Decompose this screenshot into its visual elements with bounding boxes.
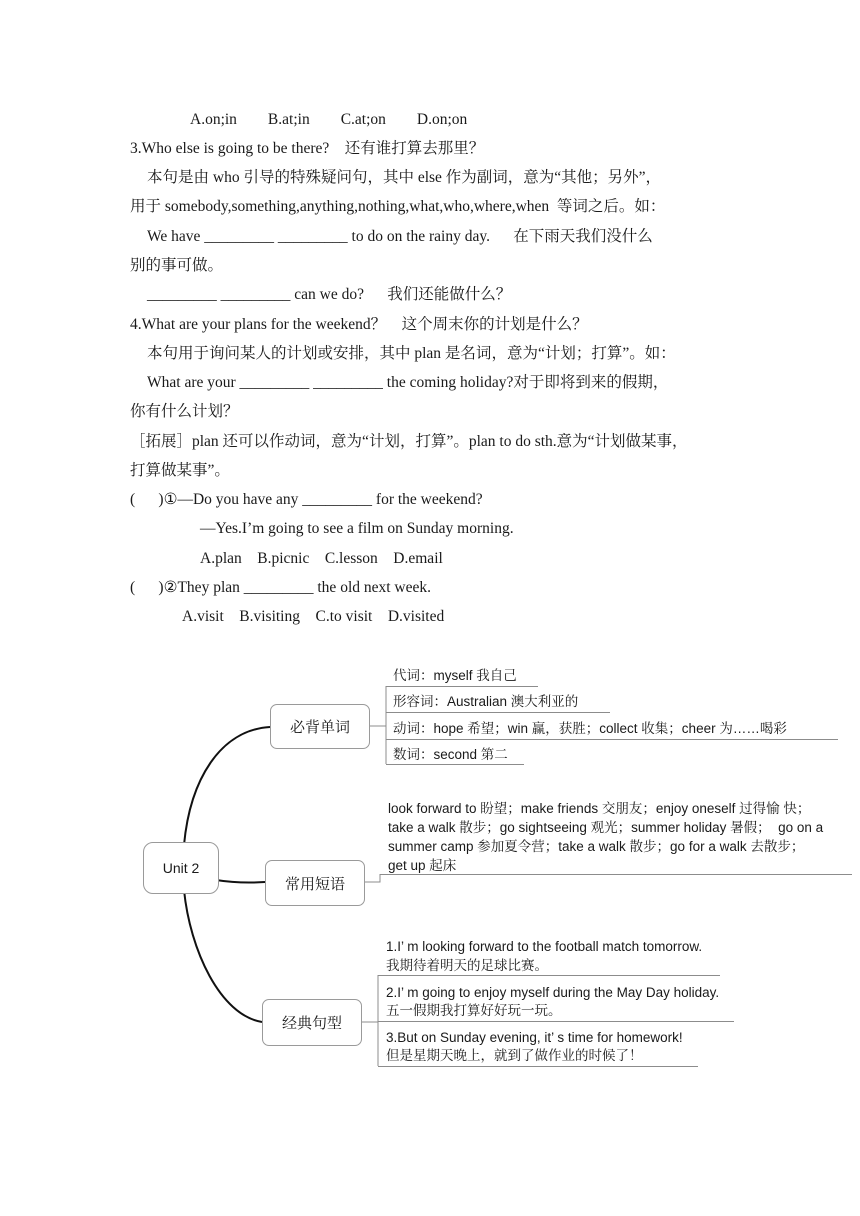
example-line: 别的事可做。 [130, 257, 224, 274]
example-line: 你有什么计划？ [130, 403, 239, 420]
sentence-zh: 我期待着明天的足球比赛。 [386, 958, 548, 973]
branch-label: 经典句型 [281, 1014, 342, 1032]
sentence-zh: 五一假期我打算好好玩一玩。 [386, 1003, 562, 1018]
phrase-line: get up 起床 [388, 858, 457, 873]
example-line: _________ _________ can we do? 我们还能做什么？ [147, 286, 512, 303]
mindmap-root-label: Unit 2 [162, 860, 200, 876]
sentence-zh: 但是星期天晚上，就到了做作业的时候了！ [386, 1048, 643, 1063]
exercise-question: ( )①—Do you have any _________ for the weekend? [130, 491, 483, 508]
underline [378, 1021, 734, 1022]
sentence-en: 3.But on Sunday evening, it’ s time for homework! [386, 1030, 683, 1045]
vocab-item: 代词：myself 我自己 [393, 668, 517, 683]
underline [378, 975, 720, 976]
vocab-item: 动词：hope 希望；win 赢，获胜；collect 收集；cheer 为……喝彩 [393, 721, 787, 736]
exercise-options: A.plan B.picnic C.lesson D.email [200, 550, 443, 567]
paragraph-line: 本句是由 who 引导的特殊疑问句，其中 else 作为副词，意为“其他；另外”， [147, 169, 662, 186]
underline [378, 1066, 698, 1067]
underline [386, 686, 538, 687]
underline [380, 874, 852, 875]
extension-line: ［拓展］plan 还可以作动词，意为“计划，打算”。plan to do sth.意为“计划做某事， [130, 433, 688, 450]
exercise-answer: —Yes.I’m going to see a film on Sunday morning. [200, 520, 514, 537]
example-line: What are your _________ _________ the coming holiday?对于即将到来的假期， [147, 374, 669, 391]
exercise-options: A.visit B.visiting C.to visit D.visited [182, 608, 445, 625]
example-line: We have _________ _________ to do on the rainy day. 在下雨天我们没什么 [147, 228, 653, 245]
sentence-en: 1.I’ m looking forward to the football match tomorrow. [386, 939, 703, 954]
vocab-item: 数词：second 第二 [393, 747, 508, 762]
exercise-question: ( )②They plan _________ the old next week. [130, 579, 432, 596]
sentence-en: 2.I’ m going to enjoy myself during the May Day holiday. [386, 985, 720, 1000]
mindmap-branch-sentences [262, 999, 362, 1046]
branch-label: 必背单词 [289, 718, 350, 736]
paragraph-line: 用于 somebody,something,anything,nothing,what,who,where,when 等词之后。如： [130, 198, 666, 215]
underline [386, 739, 838, 740]
underline [386, 764, 524, 765]
extension-line: 打算做某事”。 [130, 462, 230, 479]
phrase-line: summer camp 参加夏令营；take a walk 散步；go for a walk 去散步； [388, 839, 805, 854]
mindmap-branch-vocabulary [270, 704, 370, 749]
heading-q3: 3.Who else is going to be there? 还有谁打算去那里？ [130, 140, 485, 157]
phrase-line: look forward to 盼望；make friends 交朋友；enjoy oneself 过得愉 快； [388, 801, 811, 816]
paragraph-line: 本句用于询问某人的计划或安排，其中 plan 是名词，意为“计划；打算”。如： [147, 345, 676, 362]
underline [386, 712, 610, 713]
vocab-item: 形容词：Australian 澳大利亚的 [393, 694, 579, 709]
heading-q4: 4.What are your plans for the weekend？ 这个周末你的计划是什么？ [130, 316, 588, 333]
branch-label: 常用短语 [284, 874, 345, 893]
phrase-line: take a walk 散步；go sightseeing 观光；summer holiday 暑假； go on a [388, 820, 824, 835]
options-line: A.on;in B.at;in C.at;on D.on;on [190, 111, 468, 128]
mindmap-branch-phrases [265, 860, 365, 906]
mindmap-root [143, 842, 219, 894]
